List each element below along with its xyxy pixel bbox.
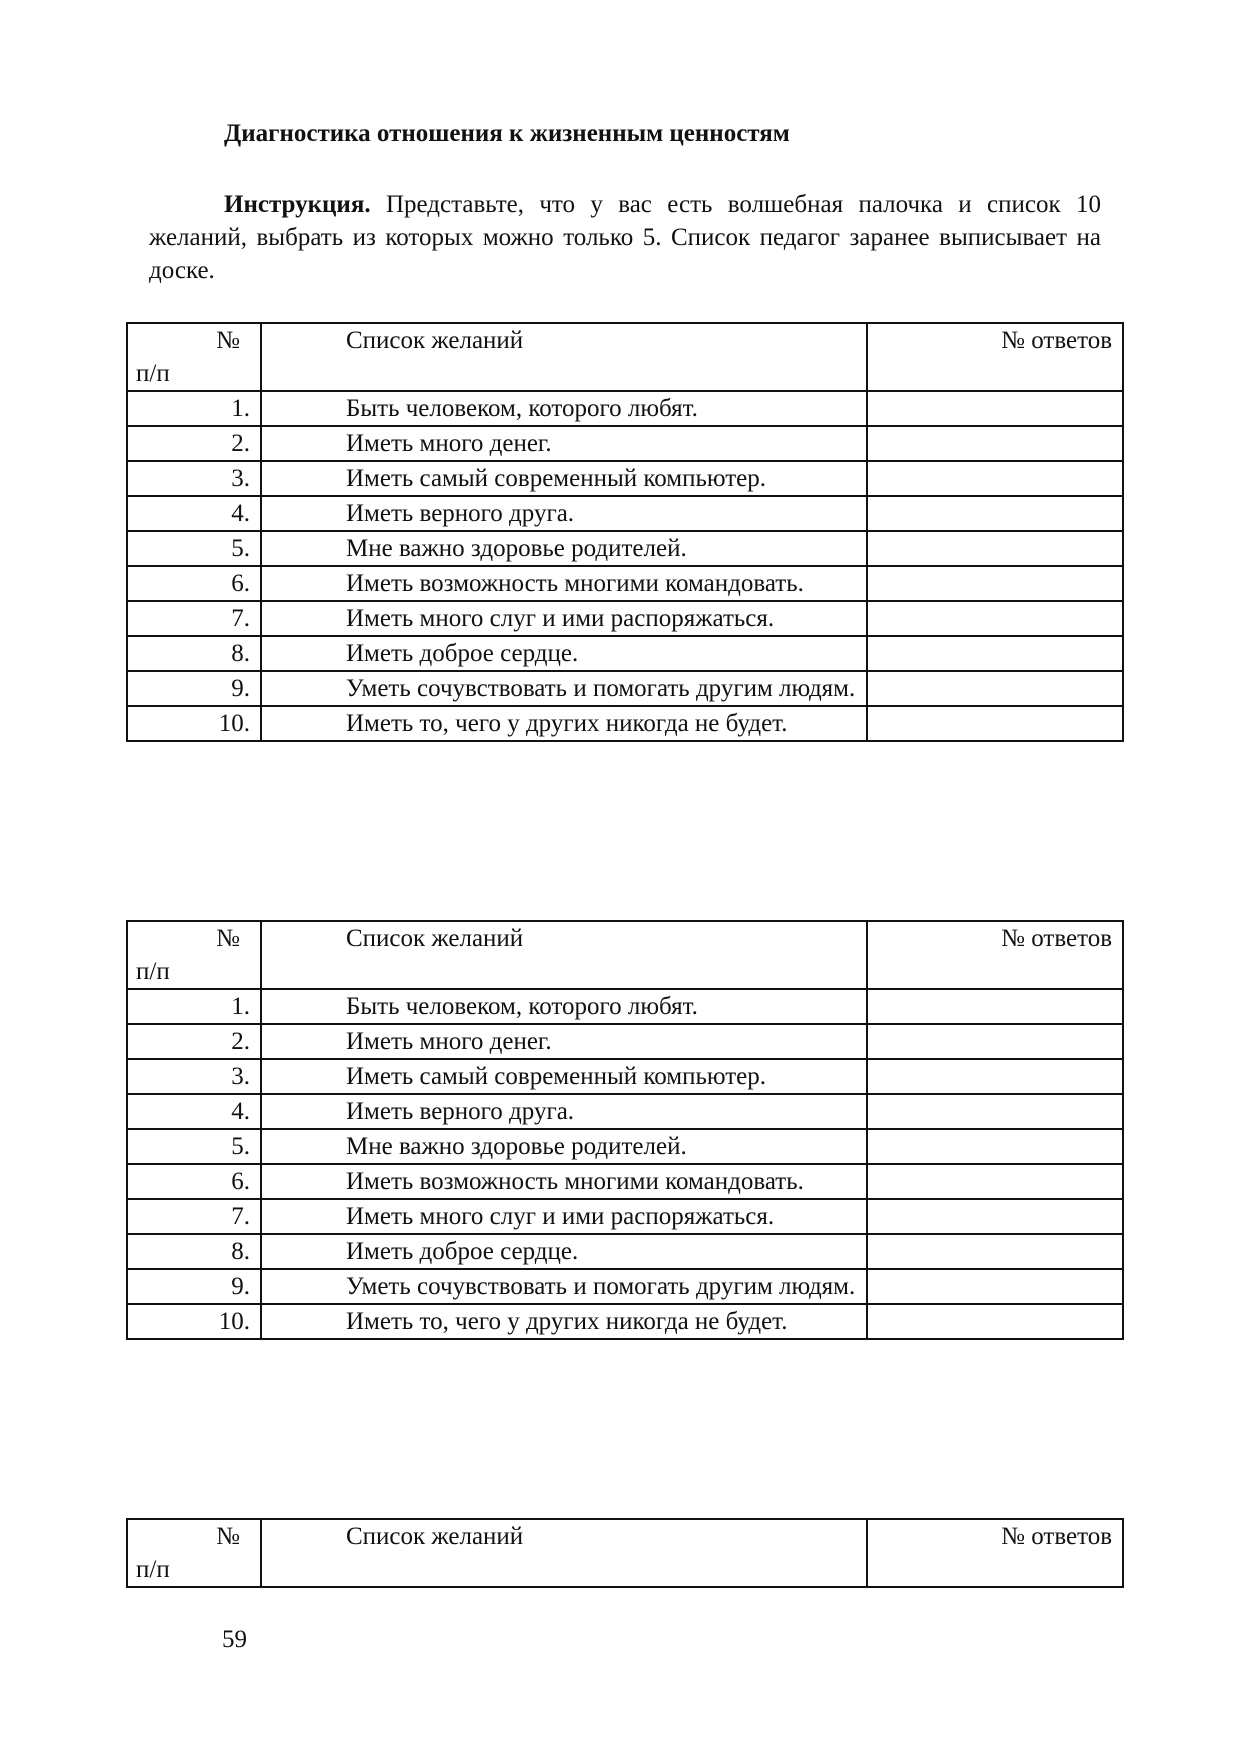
row-number: 1. xyxy=(127,391,261,426)
wish-text: Иметь верного друга. xyxy=(261,1094,867,1129)
table-row xyxy=(127,1269,1123,1304)
row-number: 3. xyxy=(127,461,261,496)
response-cell[interactable] xyxy=(867,1269,1123,1304)
row-number: 5. xyxy=(127,531,261,566)
header-num-cell xyxy=(127,323,261,391)
response-cell[interactable] xyxy=(867,1304,1123,1339)
table-row xyxy=(127,1199,1123,1234)
table-row xyxy=(127,601,1123,636)
wish-text: Иметь возможность многими командовать. xyxy=(261,566,867,601)
header-num-top: № xyxy=(216,327,240,354)
header-item-cell: Список желаний xyxy=(261,1519,867,1587)
table-row xyxy=(127,531,1123,566)
header-responses-cell: № ответов xyxy=(867,921,1123,989)
response-cell[interactable] xyxy=(867,1094,1123,1129)
wish-table-body xyxy=(127,323,1123,741)
wish-text: Иметь самый современный компьютер. xyxy=(261,461,867,496)
wish-text: Иметь самый современный компьютер. xyxy=(261,1059,867,1094)
response-cell[interactable] xyxy=(867,601,1123,636)
wish-text: Мне важно здоровье родителей. xyxy=(261,1129,867,1164)
header-num-cell xyxy=(127,1519,261,1587)
response-cell[interactable] xyxy=(867,1024,1123,1059)
wish-text: Иметь возможность многими командовать. xyxy=(261,1164,867,1199)
response-cell[interactable] xyxy=(867,1059,1123,1094)
table-row xyxy=(127,1059,1123,1094)
header-num-top: № xyxy=(216,1523,240,1550)
response-cell[interactable] xyxy=(867,461,1123,496)
table-row xyxy=(127,989,1123,1024)
response-cell[interactable] xyxy=(867,426,1123,461)
header-responses-cell: № ответов xyxy=(867,323,1123,391)
row-number: 7. xyxy=(127,1199,261,1234)
table-row xyxy=(127,1304,1123,1339)
page-number: 59 xyxy=(222,1626,247,1653)
response-cell[interactable] xyxy=(867,496,1123,531)
wish-table-1 xyxy=(126,322,1124,742)
response-cell[interactable] xyxy=(867,706,1123,741)
wish-table-2 xyxy=(126,920,1124,1340)
row-number: 5. xyxy=(127,1129,261,1164)
row-number: 10. xyxy=(127,706,261,741)
response-cell[interactable] xyxy=(867,1164,1123,1199)
table-row xyxy=(127,1024,1123,1059)
row-number: 8. xyxy=(127,636,261,671)
wish-text: Иметь много слуг и ими распоряжаться. xyxy=(261,601,867,636)
table-row xyxy=(127,1129,1123,1164)
row-number: 3. xyxy=(127,1059,261,1094)
row-number: 9. xyxy=(127,671,261,706)
response-cell[interactable] xyxy=(867,566,1123,601)
wish-text: Уметь сочувствовать и помогать другим людям. xyxy=(261,671,867,706)
wish-text: Быть человеком, которого любят. xyxy=(261,391,867,426)
row-number: 6. xyxy=(127,566,261,601)
wish-text: Иметь верного друга. xyxy=(261,496,867,531)
table-header-row xyxy=(127,1519,1123,1587)
row-number: 8. xyxy=(127,1234,261,1269)
row-number: 1. xyxy=(127,989,261,1024)
table-row xyxy=(127,496,1123,531)
response-cell[interactable] xyxy=(867,1234,1123,1269)
table-row xyxy=(127,391,1123,426)
instruction-label: Инструкция. xyxy=(224,191,371,218)
response-cell[interactable] xyxy=(867,636,1123,671)
wish-text: Иметь то, чего у других никогда не будет. xyxy=(261,1304,867,1339)
header-num-bottom: п/п xyxy=(136,1556,170,1583)
table-row xyxy=(127,636,1123,671)
wish-text: Иметь то, чего у других никогда не будет. xyxy=(261,706,867,741)
wish-table-body xyxy=(127,921,1123,1339)
table-row xyxy=(127,1094,1123,1129)
row-number: 2. xyxy=(127,1024,261,1059)
response-cell[interactable] xyxy=(867,989,1123,1024)
table-row xyxy=(127,461,1123,496)
table-row xyxy=(127,1234,1123,1269)
header-item-cell: Список желаний xyxy=(261,323,867,391)
table-row xyxy=(127,1164,1123,1199)
row-number: 9. xyxy=(127,1269,261,1304)
response-cell[interactable] xyxy=(867,1199,1123,1234)
header-responses-cell: № ответов xyxy=(867,1519,1123,1587)
header-item-cell: Список желаний xyxy=(261,921,867,989)
row-number: 6. xyxy=(127,1164,261,1199)
wish-table-body xyxy=(127,1519,1123,1587)
instruction-paragraph xyxy=(149,188,1101,287)
header-num-cell xyxy=(127,921,261,989)
row-number: 10. xyxy=(127,1304,261,1339)
response-cell[interactable] xyxy=(867,1129,1123,1164)
page-title: Диагностика отношения к жизненным ценностям xyxy=(224,120,790,147)
header-num-top: № xyxy=(216,925,240,952)
table-header-row xyxy=(127,323,1123,391)
instruction-text: Представьте, что у вас есть волшебная палочка и список 10 желаний, выбрать из которых можно только 5. Список педагог заранее выписывает на доске. xyxy=(149,191,1101,284)
table-row xyxy=(127,426,1123,461)
wish-text: Иметь доброе сердце. xyxy=(261,1234,867,1269)
header-num-bottom: п/п xyxy=(136,958,170,985)
response-cell[interactable] xyxy=(867,531,1123,566)
header-num-bottom: п/п xyxy=(136,360,170,387)
wish-text: Иметь много слуг и ими распоряжаться. xyxy=(261,1199,867,1234)
wish-text: Иметь много денег. xyxy=(261,1024,867,1059)
wish-text: Иметь много денег. xyxy=(261,426,867,461)
table-row xyxy=(127,706,1123,741)
wish-text: Уметь сочувствовать и помогать другим людям. xyxy=(261,1269,867,1304)
row-number: 2. xyxy=(127,426,261,461)
wish-text: Быть человеком, которого любят. xyxy=(261,989,867,1024)
table-header-row xyxy=(127,921,1123,989)
response-cell[interactable] xyxy=(867,671,1123,706)
wish-table-3 xyxy=(126,1518,1124,1588)
table-row xyxy=(127,566,1123,601)
row-number: 4. xyxy=(127,1094,261,1129)
table-row xyxy=(127,671,1123,706)
row-number: 4. xyxy=(127,496,261,531)
wish-text: Мне важно здоровье родителей. xyxy=(261,531,867,566)
row-number: 7. xyxy=(127,601,261,636)
response-cell[interactable] xyxy=(867,391,1123,426)
wish-text: Иметь доброе сердце. xyxy=(261,636,867,671)
